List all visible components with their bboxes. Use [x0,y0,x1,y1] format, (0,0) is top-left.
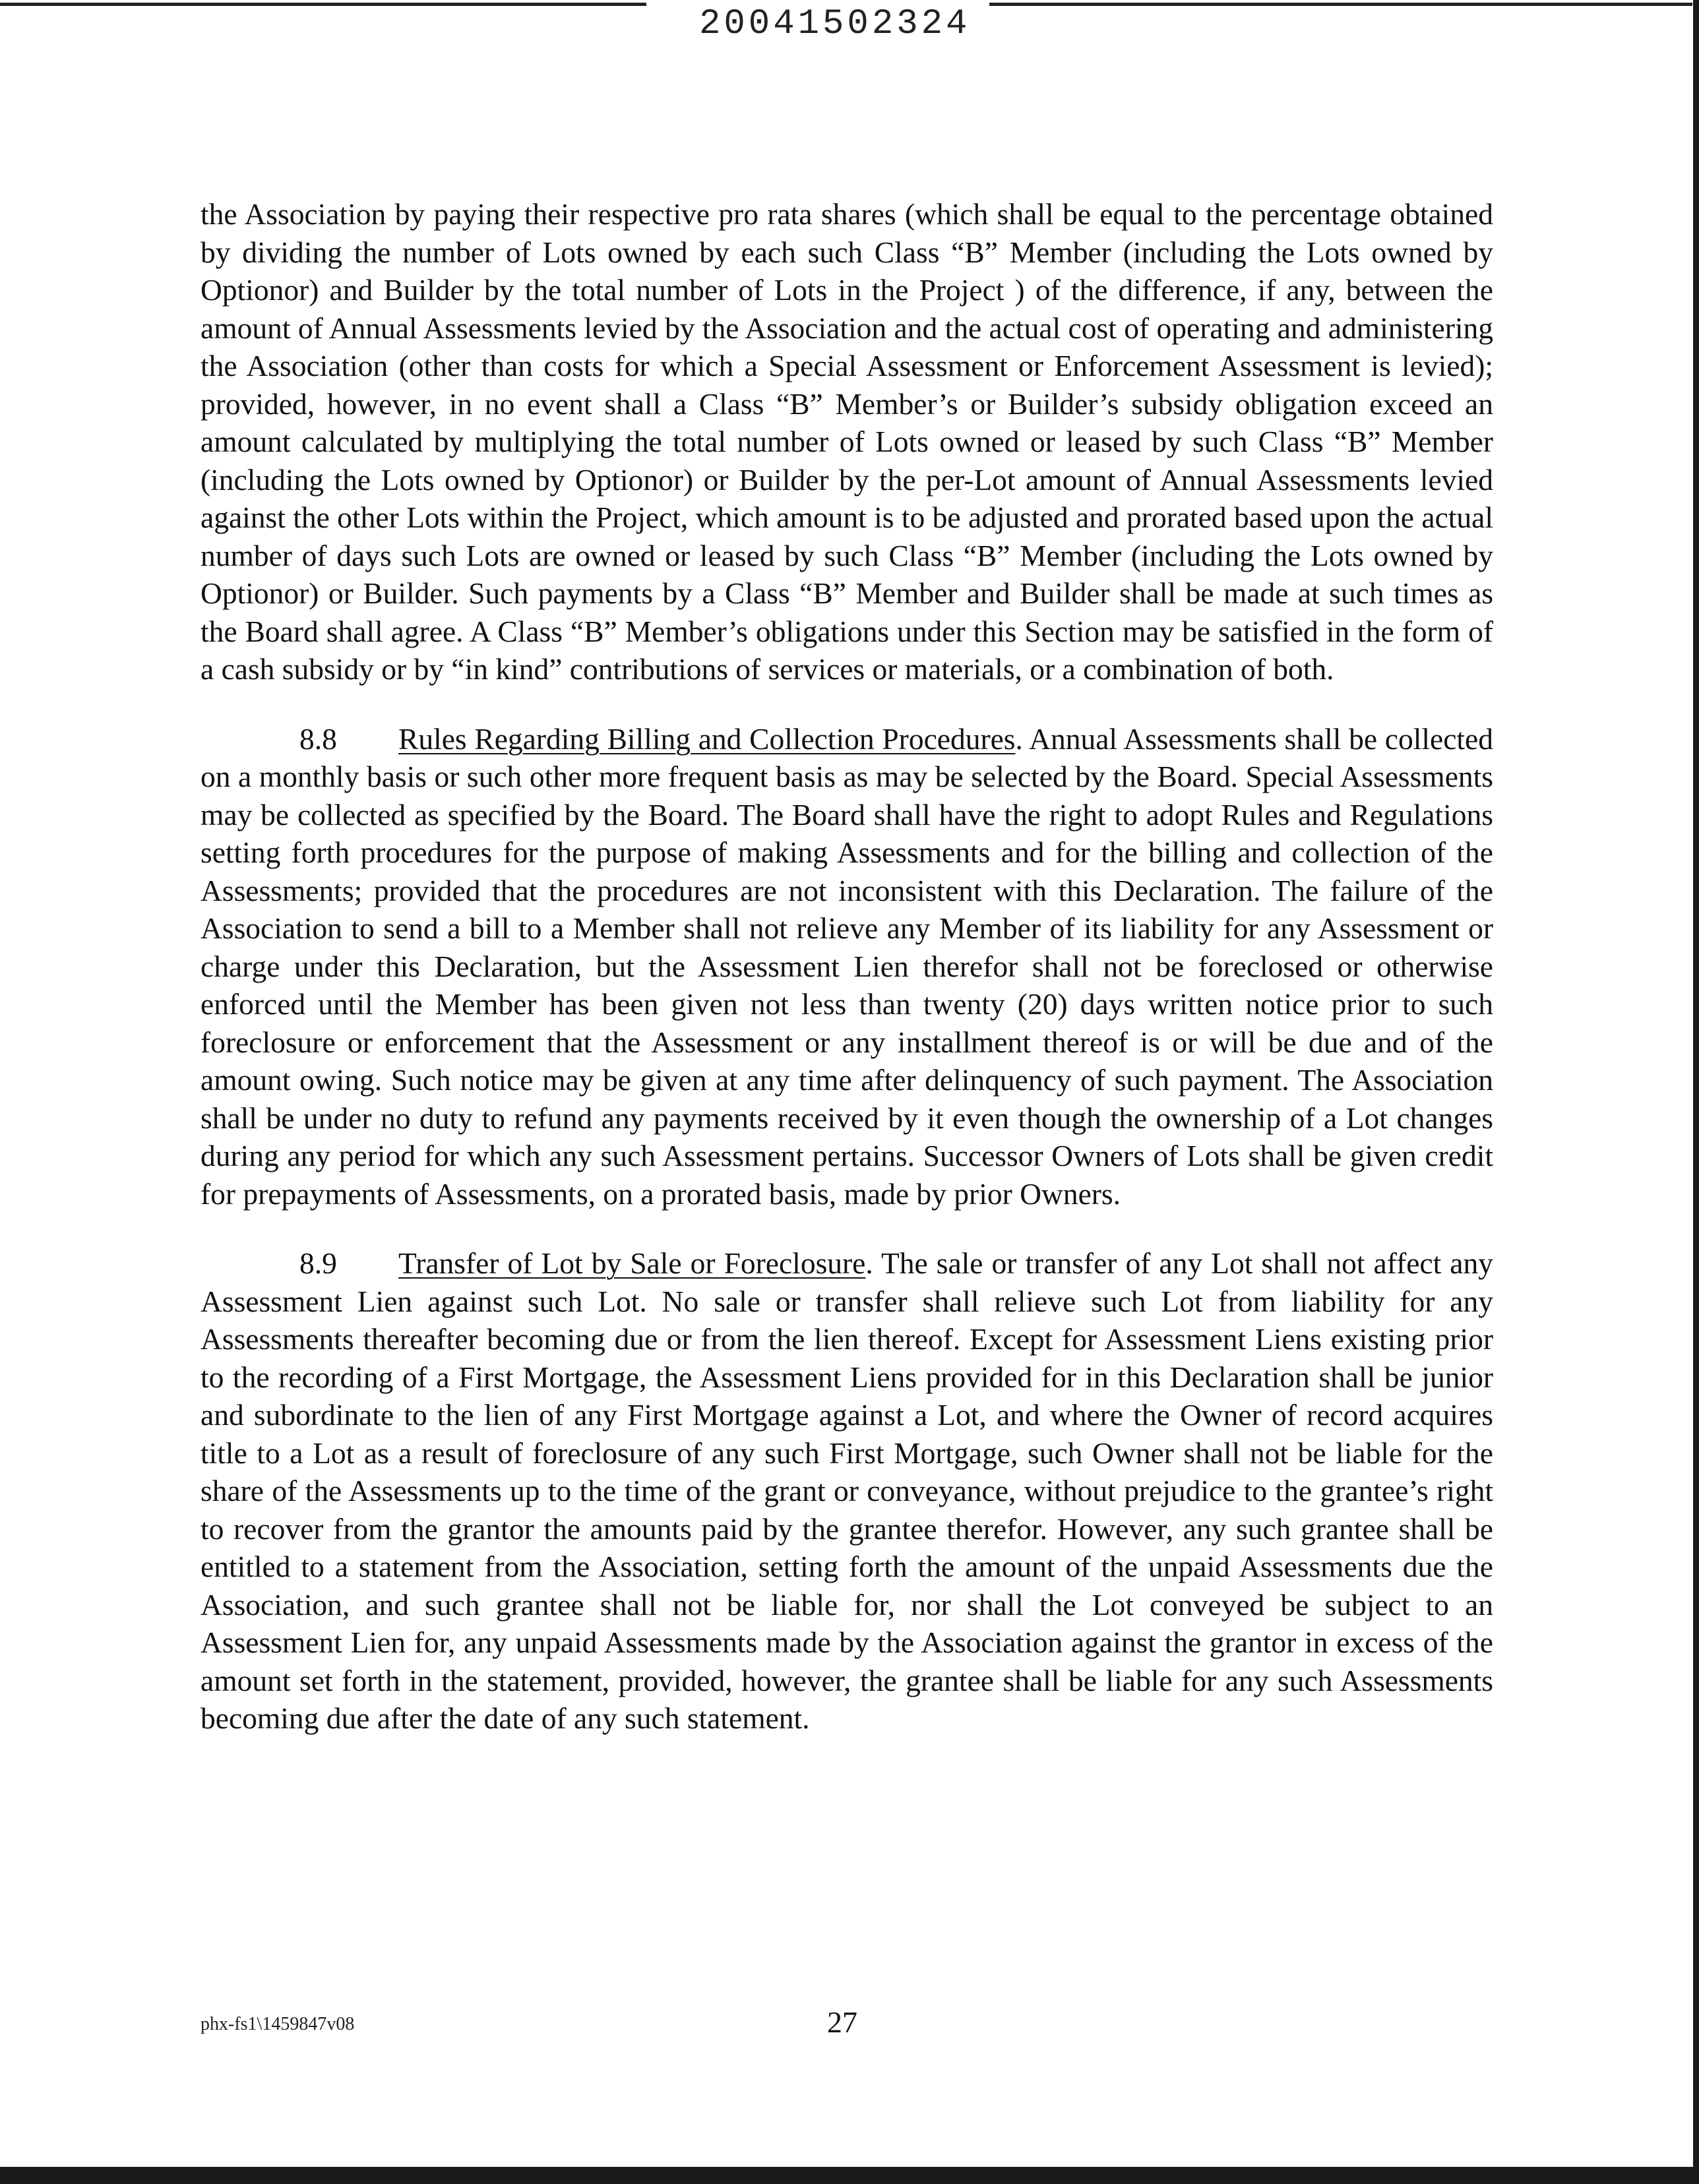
top-scan-rule-left [0,3,646,6]
section-title: Rules Regarding Billing and Collection Procedures [398,721,1016,756]
page-number: 27 [827,2005,857,2039]
top-scan-rule-right [989,3,1692,6]
section-text: . The sale or transfer of any Lot shall not affect any Assessment Lien against such Lot. No sale or transfer shall relieve such Lot from liability for any Assessments thereafter becoming due or from the lien thereof. Except for Assessment Liens existing prior to the recording of a First Mortgage, the Assessment Liens provided for in this Declaration shall be junior and subordinate to the lien of any First Mortgage against a Lot, and where the Owner of record acquires title to a Lot as a result of foreclosure of any such First Mortgage, such Owner shall not be liable for the share of the Assessments up to the time of the grant or conveyance, without prejudice to the grantee’s right to recover from the grantor the amounts paid by the grantee therefor. However, any such grantee shall be entitled to a statement from the Association, setting forth the amount of the unpaid Assessments due the Association, and such grantee shall not be liable for, nor shall the Lot conveyed be subject to an Assessment Lien for, any unpaid Assessments made by the Association against the grantor in excess of the amount set forth in the statement, provided, however, the grantee shall be liable for any such Assessments becoming due after the date of any such statement. [201,1246,1493,1735]
section-number: 8.8 [299,721,337,756]
section-number: 8.9 [299,1246,337,1280]
document-body [201,195,1493,1769]
section-8-8 [201,720,1493,1213]
recording-number: 20041502324 [699,4,971,44]
scan-edge-right [1693,0,1699,2184]
continuation-paragraph: the Association by paying their respective pro rata shares (which shall be equal to the percentage obtained by dividing the number of Lots owned by each such Class “B” Member (including the Lots owned by Optionor) and Builder by the total number of Lots in the Project ) of the difference, if any, between the amount of Annual Assessments levied by the Association and the actual cost of operating and administering the Association (other than costs for which a Special Assessment or Enforcement Assessment is levied); provided, however, in no event shall a Class “B” Member’s or Builder’s subsidy obligation exceed an amount calculated by multiplying the total number of Lots owned or leased by such Class “B” Member (including the Lots owned by Optionor) or Builder by the per-Lot amount of Annual Assessments levied against the other Lots within the Project, which amount is to be adjusted and prorated based upon the actual number of days such Lots are owned or leased by such Class “B” Member (including the Lots owned by Optionor) or Builder. Such payments by a Class “B” Member and Builder shall be made at such times as the Board shall agree. A Class “B” Member’s obligations under this Section may be satisfied in the form of a cash subsidy or by “in kind” contributions of services or materials, or a combination of both. [201,197,1493,686]
section-8-9 [201,1244,1493,1738]
section-text: . Annual Assessments shall be collected on a monthly basis or such other more frequent basis as may be selected by the Board. Special Assessments may be collected as specified by the Board. The Board shall have the right to adopt Rules and Regulations setting forth procedures for the purpose of making Assessments and for the billing and collection of the Assessments; provided that the procedures are not inconsistent with this Declaration. The failure of the Association to send a bill to a Member shall not relieve any Member of its liability for any Assessment or charge under this Declaration, but the Assessment Lien therefor shall not be foreclosed or otherwise enforced until the Member has been given not less than twenty (20) days written notice prior to such foreclosure or enforcement that the Assessment or any installment thereof is or will be due and of the amount owing. Such notice may be given at any time after delinquency of such payment. The Association shall be under no duty to refund any payments received by it even though the ownership of a Lot changes during any period for which any such Assessment pertains. Successor Owners of Lots shall be given credit for prepayments of Assessments, on a prorated basis, made by prior Owners. [201,721,1493,1211]
scan-edge-bottom [0,2167,1699,2184]
section-title: Transfer of Lot by Sale or Foreclosure [398,1246,866,1280]
file-reference: phx-fs1\1459847v08 [201,2014,355,2034]
